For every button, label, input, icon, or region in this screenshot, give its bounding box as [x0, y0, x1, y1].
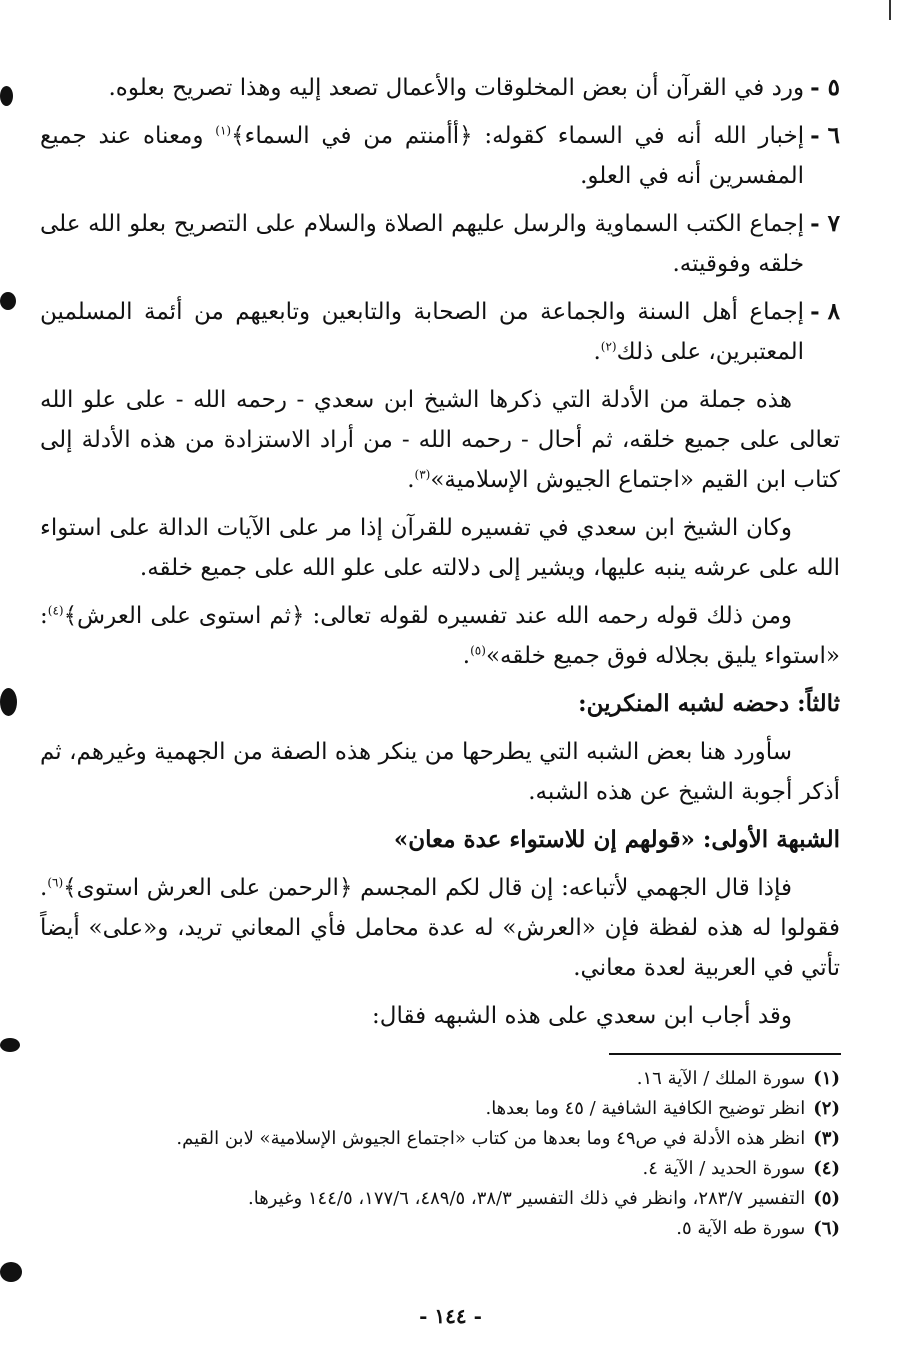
list-item-text: إجماع الكتب السماوية والرسل عليهم الصلاة والسلام على التصريح بعلو الله على خلقه وفوقيته. — [40, 211, 805, 277]
footnote — [60, 1094, 840, 1124]
footnote-ref: (٥) — [470, 643, 486, 658]
list-item-text: ورد في القرآن أن بعض المخلوقات والأعمال تصعد إليه وهذا تصريح بعلوه. — [108, 75, 805, 101]
subsection-heading — [40, 820, 840, 860]
paragraph: سأورد هنا بعض الشبه التي يطرحها من ينكر هذه الصفة من الجهمية وغيرهم، ثم أذكر أجوبة الشيخ عن هذه الشبه. — [40, 739, 840, 805]
footnote-text: انظر توضيح الكافية الشافية / ٤٥ وما بعدها. — [485, 1098, 806, 1119]
list-item — [40, 116, 840, 196]
list-item-number: ٦ - — [810, 122, 840, 149]
list-item-text — [40, 116, 804, 196]
footnote-ref: (٣) — [414, 467, 431, 482]
paragraph-text: وكان الشيخ ابن سعدي في تفسيره للقرآن إذا مر على الآيات الدالة على استواء الله على عرشه ينبه عليها، ويشير إلى دلالته على علو الله على جميع خلقه. — [40, 515, 840, 581]
footnote-number: (٦) — [813, 1218, 840, 1239]
list-item-number: ٨ - — [810, 298, 840, 325]
footnote-ref: (١) — [215, 123, 232, 138]
footnote — [60, 1214, 840, 1244]
paragraph-text: : «استواء يليق بجلاله فوق جميع خلقه» — [40, 603, 840, 669]
list-item-text-part: . — [593, 339, 601, 365]
footnote-ref: (٤) — [47, 603, 64, 618]
paragraph — [40, 868, 840, 988]
section-heading-text: ثالثاً: دحضه لشبه المنكرين: — [578, 690, 840, 717]
footnote-text: سورة الحديد / الآية ٤. — [642, 1158, 806, 1179]
scan-blot — [0, 292, 16, 310]
footnote-divider — [609, 1053, 841, 1055]
footnote — [60, 1184, 840, 1214]
list-item-text-part: إجماع أهل السنة والجماعة من الصحابة والتابعين وتابعيهم من أئمة المسلمين المعتبرين، على ذلك — [40, 299, 805, 365]
section-heading — [40, 684, 840, 724]
paragraph-text: . — [407, 467, 415, 493]
paragraph-text: . — [462, 643, 471, 669]
footnote-number: (١) — [813, 1068, 840, 1089]
footnote-number: (٣) — [813, 1128, 840, 1149]
scan-blot — [0, 688, 17, 716]
list-item-number: ٧ - — [810, 210, 840, 237]
paragraph-text: . فقولوا له هذه لفظة فإن «العرش» له عدة محامل فأي المعاني تريد، و«على» أيضاً تأتي في العربية لعدة معاني. — [40, 875, 840, 981]
footnote-number: (٢) — [813, 1098, 840, 1119]
paragraph-text: ومن ذلك قوله رحمه الله عند تفسيره لقوله تعالى: ﴿ثم استوى على العرش﴾ — [63, 603, 792, 629]
list-item-number: ٥ - — [810, 74, 840, 101]
paragraph-text: هذه جملة من الأدلة التي ذكرها الشيخ ابن سعدي - رحمه الله - على علو الله تعالى على جميع خلقه، ثم أحال - رحمه الله - من أراد الاستزادة من هذه الأدلة إلى كتاب ابن القيم «اجتماع الجيوش الإسلامية» — [40, 387, 840, 493]
footnote-number: (٥) — [813, 1188, 840, 1209]
footnote-text: انظر هذه الأدلة في ص٤٩ وما بعدها من كتاب «اجتماع الجيوش الإسلامية» لابن القيم. — [176, 1128, 806, 1149]
scan-blot — [0, 86, 13, 106]
scan-blot — [0, 1038, 20, 1052]
paragraph — [40, 596, 840, 676]
scan-edge-mark — [889, 0, 891, 20]
footnote-number: (٤) — [813, 1158, 840, 1179]
subsection-heading-text: الشبهة الأولى: «قولهم إن للاستواء عدة معان» — [393, 826, 840, 853]
footnote-text: سورة الملك / الآية ١٦. — [636, 1068, 806, 1089]
footnote-ref: (٦) — [47, 875, 64, 890]
page-number: - ١٤٤ - — [419, 1304, 482, 1328]
page-body — [40, 68, 840, 1044]
paragraph: وقد أجاب ابن سعدي على هذه الشبهه فقال: — [371, 1003, 792, 1029]
footnotes — [60, 1064, 840, 1244]
scan-blot — [0, 1262, 22, 1282]
footnote-ref: (٢) — [600, 339, 617, 354]
footnote — [60, 1154, 840, 1184]
paragraph — [40, 380, 840, 500]
list-item-text-part: ومعناه عند جميع المفسرين أنه في العلو. — [40, 123, 805, 189]
footnote-text: سورة طه الآية ٥. — [676, 1218, 806, 1239]
footnote-text: التفسير ٢٨٣/٧، وانظر في ذلك التفسير ٣٨/٣، ٤٨٩/٥، ١٧٧/٦، ١٤٤/٥ وغيرها. — [247, 1188, 806, 1209]
paragraph-text: فإذا قال الجهمي لأتباعه: إن قال لكم المجسم ﴿الرحمن على العرش استوى﴾ — [63, 875, 792, 901]
list-item-text-part: إخبار الله أنه في السماء كقوله: ﴿أأمنتم من في السماء﴾ — [231, 123, 805, 149]
list-item — [40, 204, 840, 284]
paragraph — [40, 508, 840, 588]
list-item — [40, 292, 840, 372]
list-item — [40, 68, 840, 108]
footnote — [60, 1124, 840, 1154]
list-item-text — [40, 292, 804, 372]
footnote — [60, 1064, 840, 1094]
